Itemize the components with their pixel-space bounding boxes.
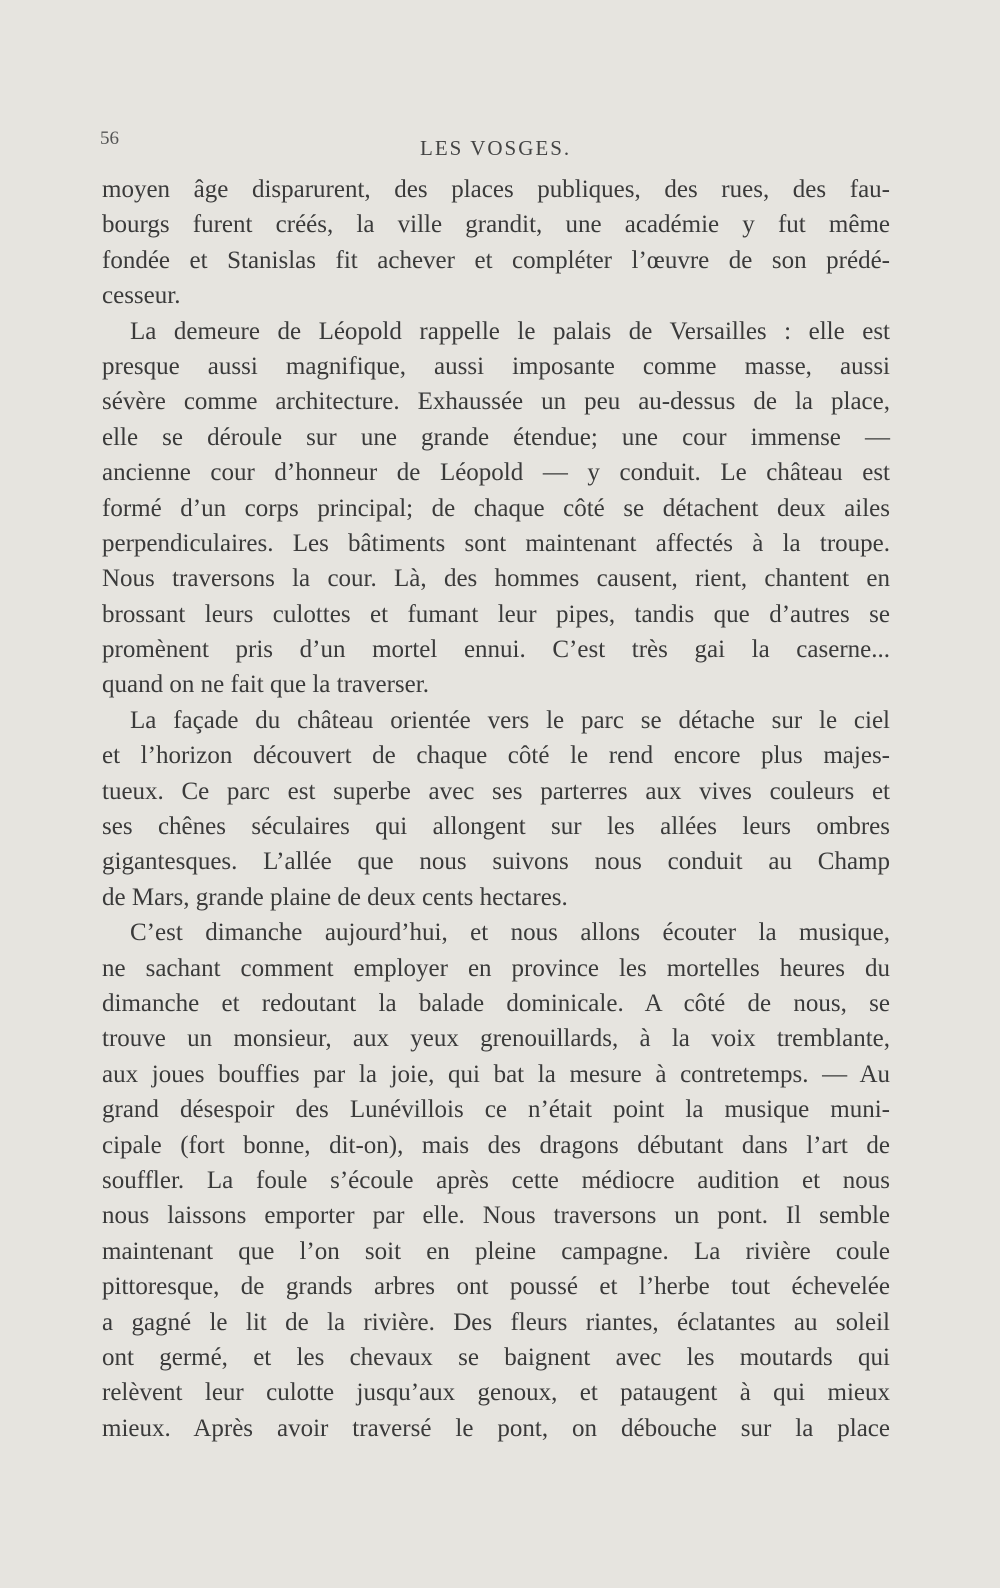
text-line: Nous traversons la cour. Là, des hommes causent, rient, chantent en xyxy=(102,565,890,593)
text-line: a gagné le lit de la rivière. Des fleurs riantes, éclatantes au soleil xyxy=(102,1308,890,1336)
text-line: brossant leurs culottes et fumant leur pipes, tandis que d’autres se xyxy=(102,600,890,628)
text-line: maintenant que l’on soit en pleine campagne. La rivière coule xyxy=(102,1237,890,1265)
text-line: de Mars, grande plaine de deux cents hectares. xyxy=(102,883,568,911)
text-line: perpendiculaires. Les bâtiments sont maintenant affectés à la troupe. xyxy=(102,529,890,557)
text-line: bourgs furent créés, la ville grandit, une académie y fut même xyxy=(102,211,890,239)
text-line: promènent pris d’un mortel ennui. C’est très gai la caserne... xyxy=(102,636,890,664)
text-line: quand on ne fait que la traverser. xyxy=(102,671,429,699)
paragraph-3 xyxy=(102,703,890,915)
paragraph-2 xyxy=(102,314,890,703)
page-number: 56 xyxy=(100,128,119,149)
text-line: fondée et Stanislas fit achever et compléter l’œuvre de son prédé- xyxy=(102,246,890,274)
text-line: cipale (fort bonne, dit-on), mais des dragons débutant dans l’art de xyxy=(102,1131,890,1159)
text-line: presque aussi magnifique, aussi imposante comme masse, aussi xyxy=(102,352,890,380)
text-line: elle se déroule sur une grande étendue; une cour immense — xyxy=(102,423,890,451)
text-line: souffler. La foule s’écoule après cette médiocre audition et nous xyxy=(102,1166,890,1194)
text-line: formé d’un corps principal; de chaque côté se détachent deux ailes xyxy=(102,494,890,522)
text-line: nous laissons emporter par elle. Nous traversons un pont. Il semble xyxy=(102,1202,890,1230)
paragraph-4 xyxy=(102,915,890,1446)
text-line: moyen âge disparurent, des places publiques, des rues, des fau- xyxy=(102,176,890,203)
text-line: La façade du château orientée vers le parc se détache sur le ciel xyxy=(130,706,890,734)
text-line: et l’horizon découvert de chaque côté le rend encore plus majes- xyxy=(102,742,890,770)
text-line: grand désespoir des Lunévillois ce n’était point la musique muni- xyxy=(102,1096,890,1124)
text-line: gigantesques. L’allée que nous suivons nous conduit au Champ xyxy=(102,848,890,876)
text-line: cesseur. xyxy=(102,282,181,310)
text-line: aux joues bouffies par la joie, qui bat la mesure à contretemps. — Au xyxy=(102,1060,890,1088)
text-line: ses chênes séculaires qui allongent sur les allées leurs ombres xyxy=(102,813,890,841)
text-line: ne sachant comment employer en province les mortelles heures du xyxy=(102,954,890,982)
paragraph-1 xyxy=(102,172,890,314)
text-line: pittoresque, de grands arbres ont poussé et l’herbe tout échevelée xyxy=(102,1273,890,1301)
text-line: mieux. Après avoir traversé le pont, on débouche sur la place xyxy=(102,1414,890,1442)
text-line: sévère comme architecture. Exhaussée un peu au-dessus de la place, xyxy=(102,388,890,416)
text-line: La demeure de Léopold rappelle le palais de Versailles : elle est xyxy=(130,317,890,345)
text-line: ancienne cour d’honneur de Léopold — y conduit. Le château est xyxy=(102,459,890,487)
text-line: tueux. Ce parc est superbe avec ses parterres aux vives couleurs et xyxy=(102,777,890,805)
running-title: LES VOSGES. xyxy=(420,136,572,160)
text-line: dimanche et redoutant la balade dominicale. A côté de nous, se xyxy=(102,989,890,1017)
body-text xyxy=(102,172,890,1446)
text-line: relèvent leur culotte jusqu’aux genoux, et pataugent à qui mieux xyxy=(102,1379,890,1407)
text-line: ont germé, et les chevaux se baignent avec les moutards qui xyxy=(102,1343,890,1371)
text-line: C’est dimanche aujourd’hui, et nous allons écouter la musique, xyxy=(130,919,890,947)
text-line: trouve un monsieur, aux yeux grenouillards, à la voix tremblante, xyxy=(102,1025,890,1053)
